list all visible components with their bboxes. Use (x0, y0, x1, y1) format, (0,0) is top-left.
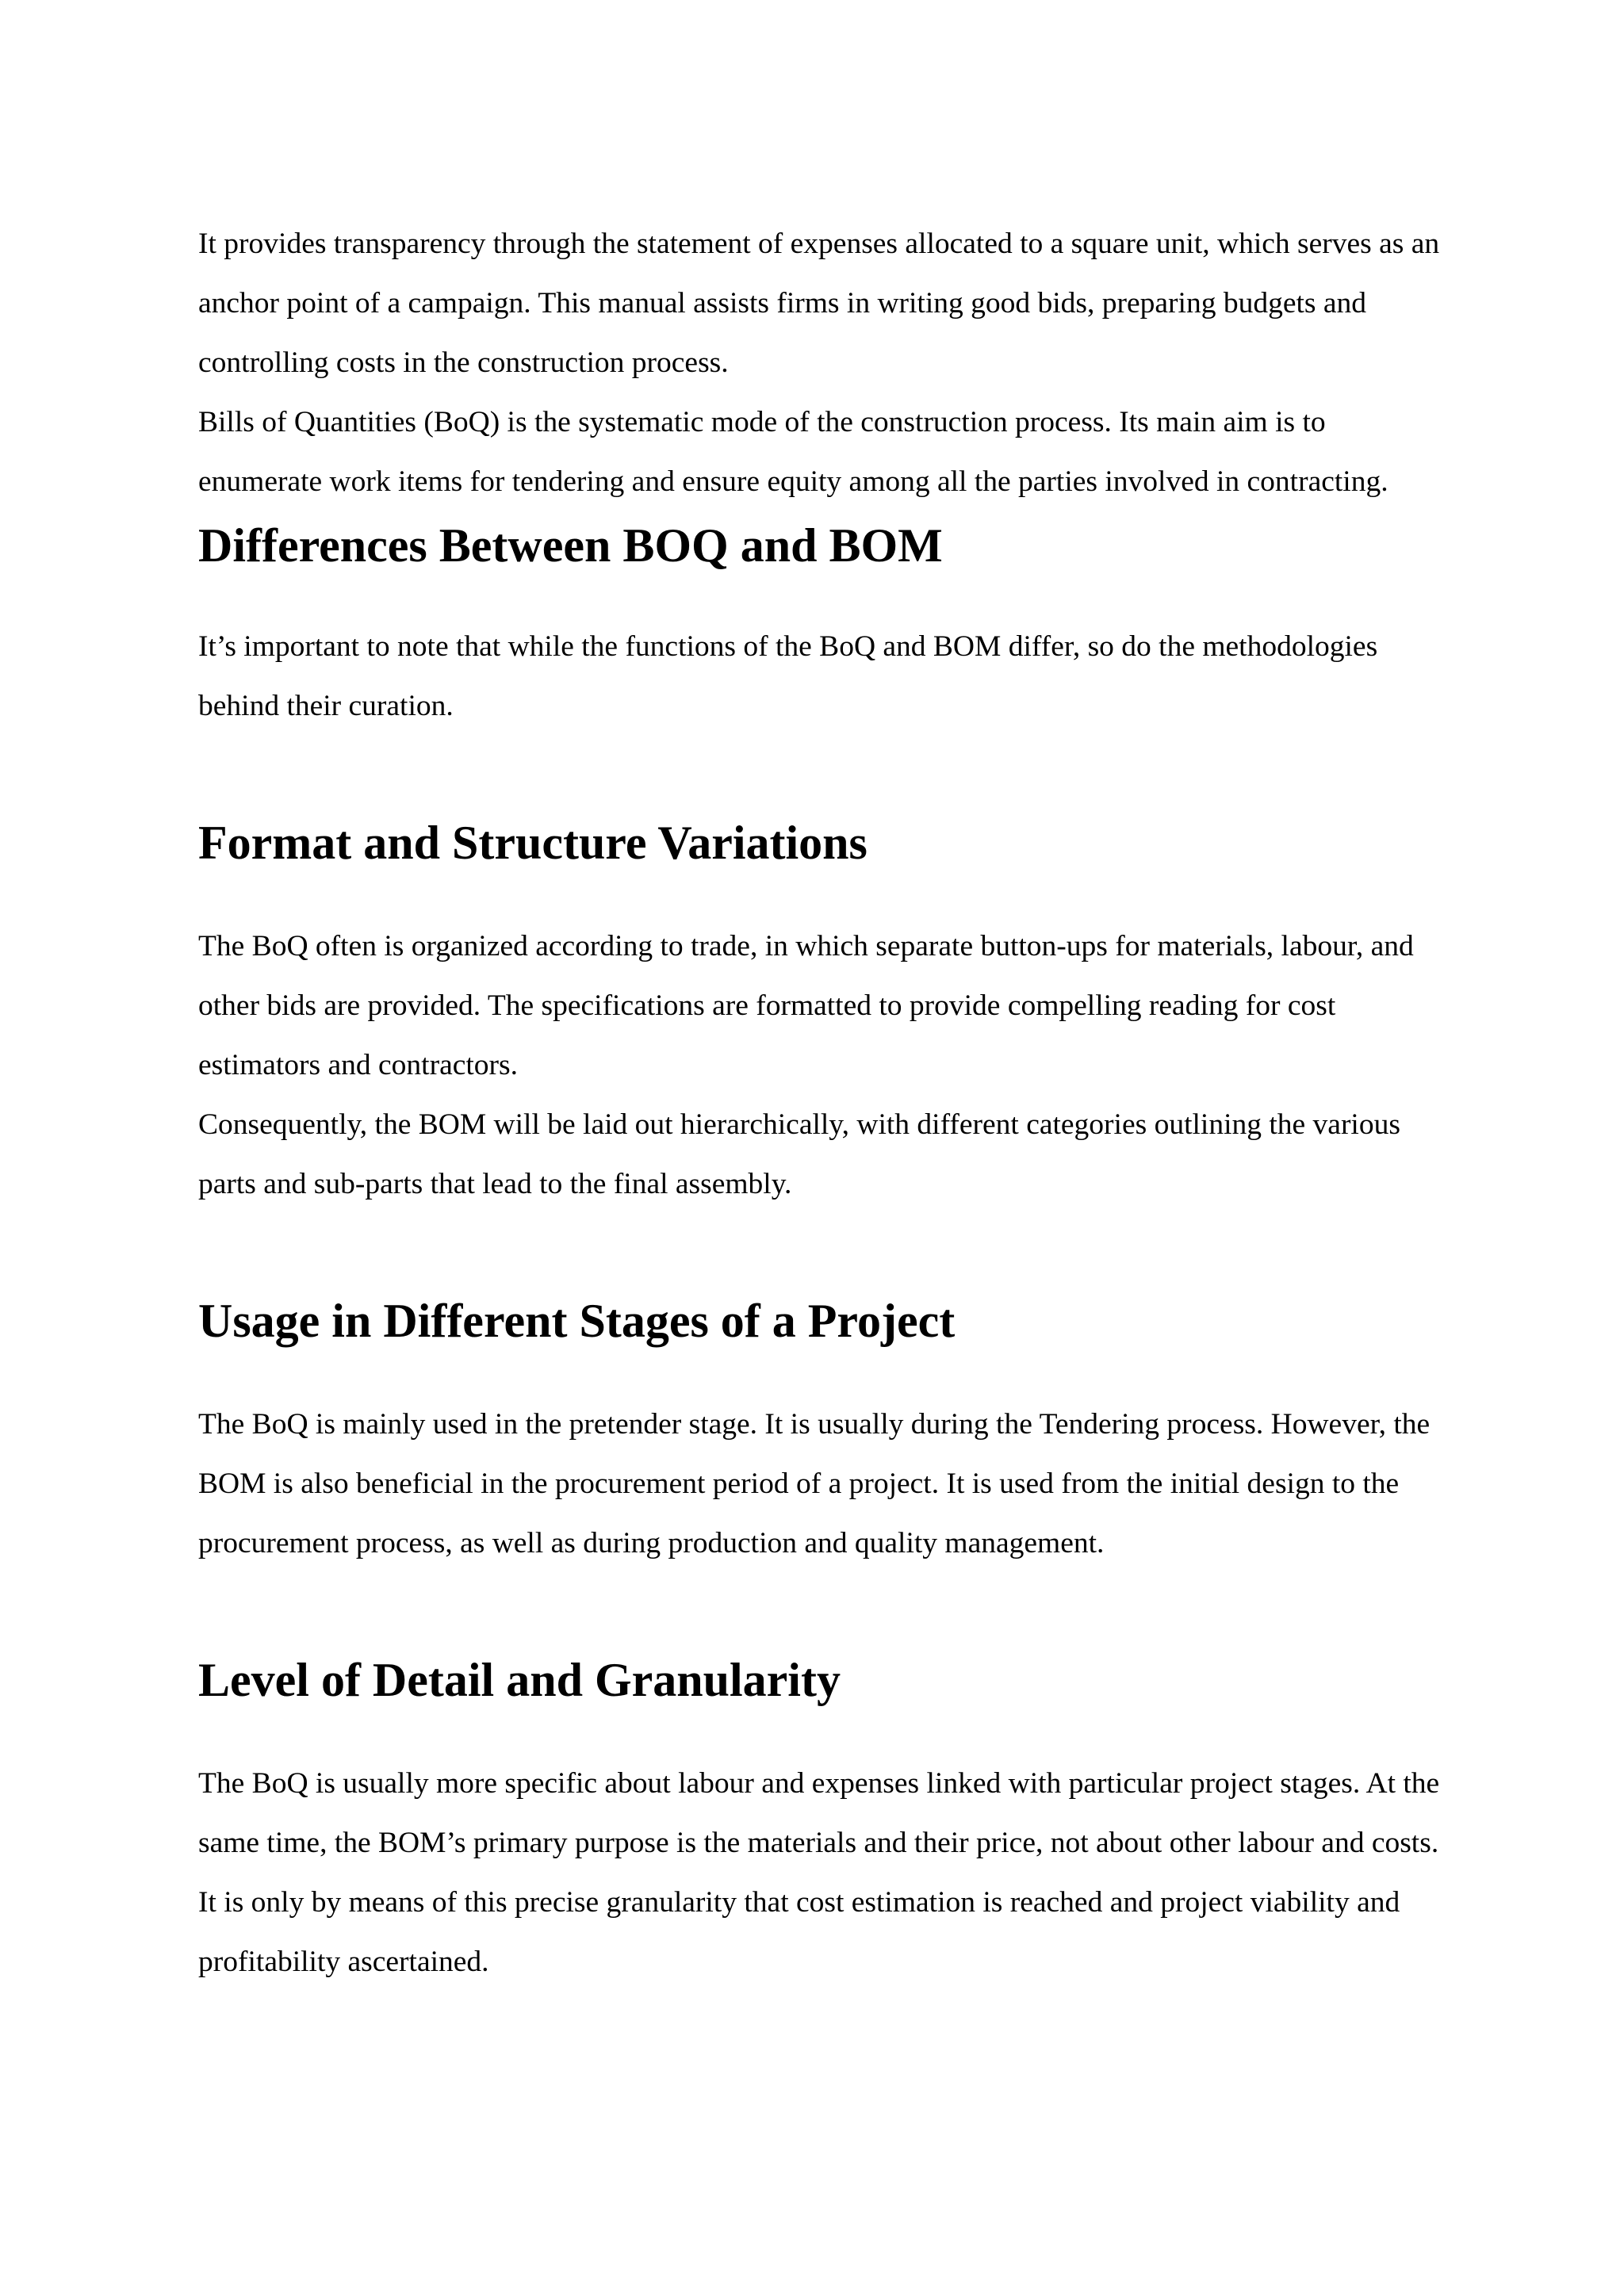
format-paragraph-2: Consequently, the BOM will be laid out hierarchically, with different categories outlining the various parts and sub-parts that lead to the final assembly. (198, 1108, 1400, 1200)
section-heading-differences: Differences Between BOQ and BOM (198, 519, 943, 572)
document-page (198, 214, 1451, 1992)
format-paragraph-1: The BoQ often is organized according to trade, in which separate button-ups for materials, labour, and other bids are provided. The specifications are formatted to provide compelling reading for cost estimators and contractors. (198, 930, 1414, 1081)
intro-paragraph-1: It provides transparency through the statement of expenses allocated to a square unit, which serves as an anchor point of a campaign. This manual assists firms in writing good bids, preparing budgets and controlling costs in the construction process. (198, 228, 1440, 379)
section-heading-format: Format and Structure Variations (198, 817, 868, 869)
section-heading-usage: Usage in Different Stages of a Project (198, 1295, 956, 1347)
differences-paragraph: It’s important to note that while the functions of the BoQ and BOM differ, so do the methodologies behind their curation. (198, 630, 1378, 722)
usage-paragraph: The BoQ is mainly used in the pretender stage. It is usually during the Tendering process. However, the BOM is also beneficial in the procurement period of a project. It is used from the initial design to the procurement process, as well as during production and quality management. (198, 1408, 1431, 1559)
detail-paragraph: The BoQ is usually more specific about labour and expenses linked with particular project stages. At the same time, the BOM’s primary purpose is the materials and their price, not about other labour and costs. It is only by means of this precise granularity that cost estimation is reached and project viability and profitability ascertained. (198, 1767, 1440, 1978)
intro-paragraph-2: Bills of Quantities (BoQ) is the systematic mode of the construction process. Its main aim is to enumerate work items for tendering and ensure equity among all the parties involved in contracting. (198, 406, 1388, 498)
section-heading-detail: Level of Detail and Granularity (198, 1654, 841, 1706)
